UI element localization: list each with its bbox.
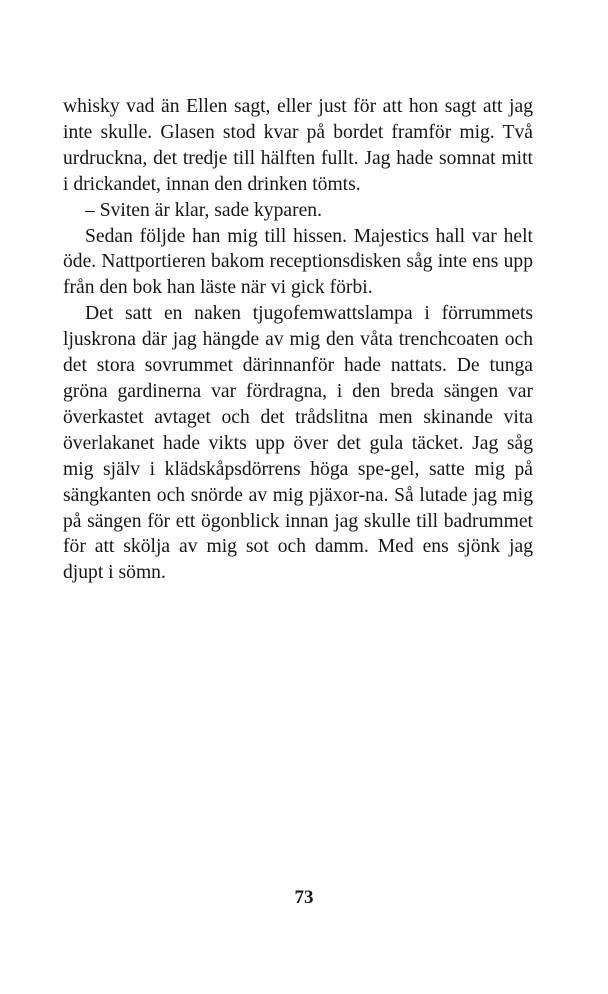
paragraph: Det satt en naken tjugofemwattslampa i förrummets ljuskrona där jag hängde av mig den våta trenchcoaten och det stora sovrummet därinnanför hade nattats. De tunga gröna gardinerna var fördragna, i den breda sängen var överkastet avtaget och det trådslitna men skinande vita överlakanet hade vikts upp över det gula täcket. Jag såg mig själv i klädskåpsdörrens höga spe-gel, satte mig på sängkanten och snörde av mig pjäxor-na. Så lutade jag mig på sängen för ett ögonblick innan jag skulle till badrummet för att skölja av mig sot och damm. Med ens sjönk jag djupt i sömn.: [63, 303, 533, 584]
paragraph: Sedan följde han mig till hissen. Majestics hall var helt öde. Nattportieren bakom receptionsdisken såg inte ens upp från den bok han läste när vi gick förbi.: [63, 225, 533, 299]
paragraph: – Sviten är klar, sade kyparen.: [85, 199, 322, 221]
paragraph: whisky vad än Ellen sagt, eller just för att hon sagt att jag inte skulle. Glasen stod kvar på bordet framför mig. Två urdruckna, det tredje till hälften fullt. Jag hade somnat mitt i drickandet, innan den drinken tömts.: [63, 96, 533, 195]
body-text: [63, 94, 533, 586]
page-number: 73: [294, 887, 314, 908]
